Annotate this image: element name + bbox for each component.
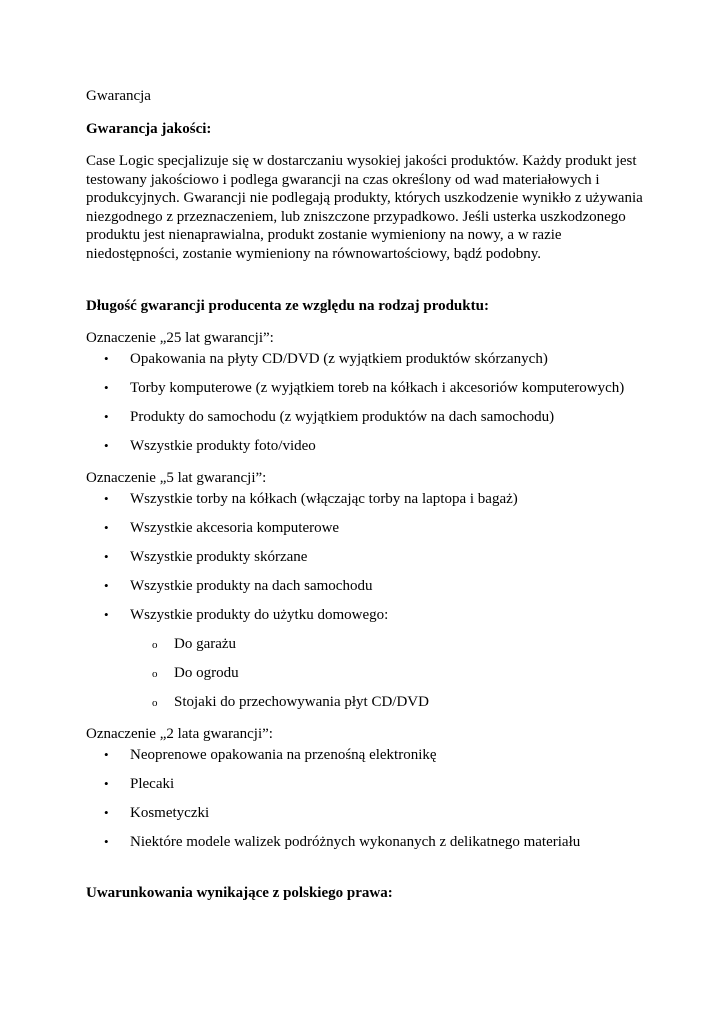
group-5-list: [86, 490, 646, 712]
bullet-icon: •: [104, 577, 109, 593]
list-item: • Kosmetyczki: [104, 804, 210, 821]
home-use-sublist: [130, 635, 646, 712]
list-item: • Opakowania na płyty CD/DVD (z wyjątkiem produktów skórzanych): [104, 350, 548, 367]
sub-list-item: o Stojaki do przechowywania płyt CD/DVD: [86, 693, 646, 712]
sub-list-item: o Do ogrodu: [86, 664, 646, 683]
law-heading: Uwarunkowania wynikające z polskiego prawa:: [86, 885, 393, 902]
list-item: • Produkty do samochodu (z wyjątkiem produktów na dach samochodu): [104, 408, 555, 425]
list-item: • Wszystkie akcesoria komputerowe: [104, 519, 340, 536]
circle-bullet-icon: o: [152, 638, 158, 651]
bullet-icon: •: [104, 804, 109, 820]
document-page: [86, 87, 646, 903]
list-item: • Wszystkie produkty skórzane: [104, 548, 308, 565]
group-25-label: Oznaczenie „25 lat gwarancji”:: [86, 330, 274, 347]
list-item: • Wszystkie torby na kółkach (włączając torby na laptopa i bagaż): [104, 490, 518, 507]
bullet-icon: •: [104, 548, 109, 564]
list-item: • Niektóre modele walizek podróżnych wykonanych z delikatnego materiału: [104, 833, 581, 850]
group-2-label: Oznaczenie „2 lata gwarancji”:: [86, 726, 273, 743]
circle-bullet-icon: o: [152, 667, 158, 680]
duration-heading: Długość gwarancji producenta ze względu na rodzaj produktu:: [86, 297, 489, 314]
bullet-icon: •: [104, 379, 109, 395]
bullet-icon: •: [104, 437, 109, 453]
sub-list-item: o Do garażu: [86, 635, 646, 654]
quality-paragraph: Case Logic specjalizuje się w dostarczaniu wysokiej jakości produktów. Każdy produkt jest testowany jakościowo i podlega gwarancji na czas określony od wad materiałowych i produkcyjnych. Gwarancji nie podlegają produkty, których uszkodzenie wynikło z używania niezgodnego z przeznaczeniem, lub zniszczone przypadkowo. Jeśli usterka uszkodzonego produktu jest nienaprawialna, produkt zostanie wymieniony na nowy, a w razie niedostępności, zostanie wymieniony na równowartościowy, bądź podobny.: [86, 153, 643, 262]
document-title: Gwarancja: [86, 88, 151, 104]
bullet-icon: •: [104, 408, 109, 424]
list-item: • Neoprenowe opakowania na przenośną elektronikę: [104, 746, 437, 763]
group-5-label: Oznaczenie „5 lat gwarancji”:: [86, 470, 267, 487]
group-25-list: [86, 350, 646, 456]
list-item: • Plecaki: [104, 775, 175, 792]
list-item: • Wszystkie produkty na dach samochodu: [104, 577, 373, 594]
group-2-list: [86, 746, 646, 852]
bullet-icon: •: [104, 519, 109, 535]
bullet-icon: •: [104, 833, 109, 849]
list-item: • Wszystkie produkty foto/video: [104, 437, 316, 454]
bullet-icon: •: [104, 606, 109, 622]
bullet-icon: •: [104, 490, 109, 506]
bullet-icon: •: [104, 350, 109, 366]
circle-bullet-icon: o: [152, 696, 158, 709]
bullet-icon: •: [104, 775, 109, 791]
bullet-icon: •: [104, 746, 109, 762]
quality-heading: Gwarancja jakości:: [86, 120, 212, 137]
list-item: • Torby komputerowe (z wyjątkiem toreb na kółkach i akcesoriów komputerowych): [104, 379, 625, 396]
list-item: • Wszystkie produkty do użytku domowego: o Do garażu o Do ogrodu o Stojaki do przechowywania płyt CD/DVD: [86, 606, 646, 712]
